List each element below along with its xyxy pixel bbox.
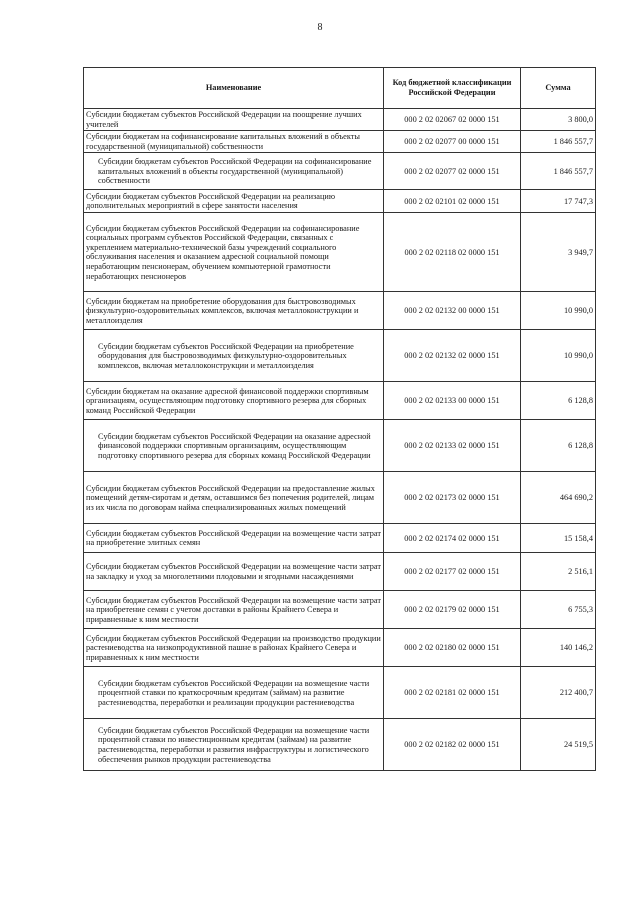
row-code: 000 2 02 02180 02 0000 151 <box>384 629 521 667</box>
row-code: 000 2 02 02077 00 0000 151 <box>384 131 521 153</box>
table-row <box>84 629 596 667</box>
table-row <box>84 667 596 719</box>
page-number: 8 <box>317 22 323 33</box>
row-name: Субсидии бюджетам субъектов Российской Федерации на реализацию дополнительных мероприятий в сфере занятости населения <box>84 190 384 213</box>
row-name: Субсидии бюджетам субъектов Российской Федерации на возмещение части затрат на приобретение элитных семян <box>84 524 384 553</box>
table-header-row <box>84 68 596 109</box>
row-code: 000 2 02 02077 02 0000 151 <box>384 153 521 190</box>
table-row <box>84 153 596 190</box>
table-row <box>84 472 596 524</box>
row-sum: 6 755,3 <box>521 591 596 629</box>
row-name: Субсидии бюджетам субъектов Российской Федерации на предоставление жилых помещений детям-сиротам и детям, оставшимся без попечения родителей, лицам из их числа по договорам найма специализированных жилых помещений <box>84 472 384 524</box>
row-code: 000 2 02 02133 02 0000 151 <box>384 420 521 472</box>
row-code: 000 2 02 02133 00 0000 151 <box>384 382 521 420</box>
row-code: 000 2 02 02179 02 0000 151 <box>384 591 521 629</box>
header-name: Наименование <box>84 68 384 109</box>
table-row <box>84 719 596 771</box>
row-name: Субсидии бюджетам на оказание адресной финансовой поддержки спортивным организациям, осуществляющим подготовку спортивного резерва для сборных команд Российской Федерации <box>84 382 384 420</box>
row-code: 000 2 02 02101 02 0000 151 <box>384 190 521 213</box>
row-sum: 15 158,4 <box>521 524 596 553</box>
row-name: Субсидии бюджетам субъектов Российской Федерации на возмещение части процентной ставки по инвестиционным кредитам (займам) на развитие растениеводства, переработки и развития инфраструктуры и логистического обеспечения рынков продукции растениеводства <box>84 719 384 771</box>
row-sum: 212 400,7 <box>521 667 596 719</box>
row-code: 000 2 02 02181 02 0000 151 <box>384 667 521 719</box>
row-name: Субсидии бюджетам на приобретение оборудования для быстровозводимых физкультурно-оздоровительных комплексов, включая металлоконструкции и металлоизделия <box>84 292 384 330</box>
row-sum: 24 519,5 <box>521 719 596 771</box>
row-name: Субсидии бюджетам субъектов Российской Федерации на возмещение части затрат на приобретение семян с учетом доставки в районы Крайнего Севера и приравненные к ним местности <box>84 591 384 629</box>
row-code: 000 2 02 02182 02 0000 151 <box>384 719 521 771</box>
row-name: Субсидии бюджетам субъектов Российской Федерации на оказание адресной финансовой поддержки спортивным организациям, осуществляющим подготовку спортивного резерва для сборных команд Российской Федерации <box>84 420 384 472</box>
row-name: Субсидии бюджетам субъектов Российской Федерации на производство продукции растениеводства на низкопродуктивной пашне в районах Крайнего Севера и приравненных к ним местности <box>84 629 384 667</box>
table-row <box>84 131 596 153</box>
row-sum: 17 747,3 <box>521 190 596 213</box>
table-row <box>84 109 596 131</box>
table-row <box>84 553 596 591</box>
row-name: Субсидии бюджетам субъектов Российской Федерации на возмещение части затрат на закладку и уход за многолетними плодовыми и ягодными насаждениями <box>84 553 384 591</box>
table-row <box>84 524 596 553</box>
row-code: 000 2 02 02132 00 0000 151 <box>384 292 521 330</box>
row-code: 000 2 02 02067 02 0000 151 <box>384 109 521 131</box>
row-name: Субсидии бюджетам субъектов Российской Федерации на поощрение лучших учителей <box>84 109 384 131</box>
row-sum: 6 128,8 <box>521 420 596 472</box>
row-sum: 2 516,1 <box>521 553 596 591</box>
header-sum: Сумма <box>521 68 596 109</box>
row-sum: 1 846 557,7 <box>521 131 596 153</box>
table-row <box>84 292 596 330</box>
row-code: 000 2 02 02174 02 0000 151 <box>384 524 521 553</box>
row-sum: 10 990,0 <box>521 292 596 330</box>
table-row <box>84 190 596 213</box>
row-code: 000 2 02 02177 02 0000 151 <box>384 553 521 591</box>
table-row <box>84 420 596 472</box>
table-row <box>84 382 596 420</box>
row-code: 000 2 02 02173 02 0000 151 <box>384 472 521 524</box>
table-row <box>84 591 596 629</box>
row-name: Субсидии бюджетам субъектов Российской Федерации на возмещение части процентной ставки по краткосрочным кредитам (займам) на развитие растениеводства, переработки и реализации продукции растениеводства <box>84 667 384 719</box>
table-row <box>84 330 596 382</box>
row-sum: 10 990,0 <box>521 330 596 382</box>
row-name: Субсидии бюджетам субъектов Российской Федерации на софинансирование капитальных вложений в объекты государственной (муниципальной) собственности <box>84 153 384 190</box>
row-sum: 3 800,0 <box>521 109 596 131</box>
row-sum: 1 846 557,7 <box>521 153 596 190</box>
row-sum: 140 146,2 <box>521 629 596 667</box>
row-code: 000 2 02 02132 02 0000 151 <box>384 330 521 382</box>
row-name: Субсидии бюджетам на софинансирование капитальных вложений в объекты государственной (муниципальной) собственности <box>84 131 384 153</box>
row-sum: 6 128,8 <box>521 382 596 420</box>
row-code: 000 2 02 02118 02 0000 151 <box>384 213 521 292</box>
budget-table <box>83 67 596 771</box>
row-sum: 3 949,7 <box>521 213 596 292</box>
table-body <box>84 109 596 771</box>
row-sum: 464 690,2 <box>521 472 596 524</box>
table-row <box>84 213 596 292</box>
row-name: Субсидии бюджетам субъектов Российской Федерации на приобретение оборудования для быстровозводимых физкультурно-оздоровительных комплексов, включая металлоконструкции и металлоизделия <box>84 330 384 382</box>
row-name: Субсидии бюджетам субъектов Российской Федерации на софинансирование социальных программ субъектов Российской Федерации, связанных с укреплением материально-технической базы учреждений социального обслуживания населения и оказанием адресной социальной помощи неработающим пенсионерам, обучением компьютерной грамотности неработающих пенсионеров <box>84 213 384 292</box>
header-code: Код бюджетной классификации Российской Федерации <box>384 68 521 109</box>
